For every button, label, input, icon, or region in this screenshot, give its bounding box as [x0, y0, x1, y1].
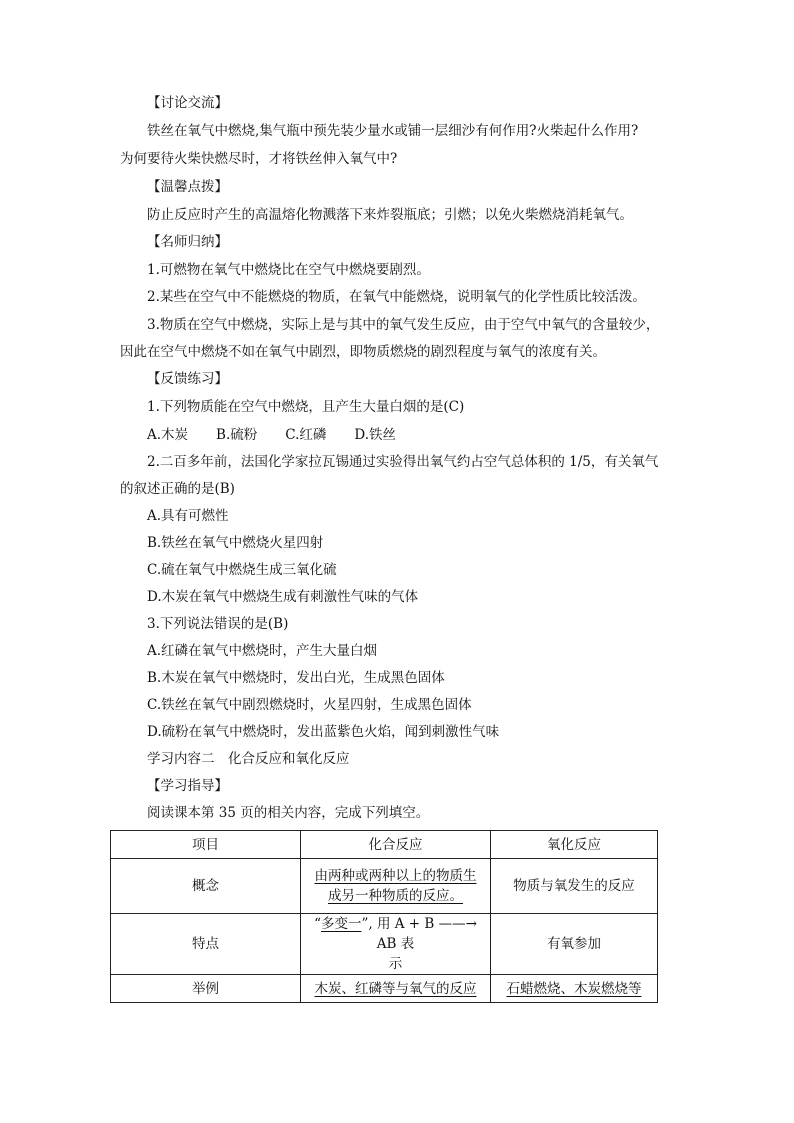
table-cell-combination: [301, 859, 491, 914]
summary-point-3-line1: 3.物质在空气中燃烧，实际上是与其中的氧气发生反应，由于空气中氧气的含量较少，: [147, 317, 660, 333]
question-1-stem: 1.下列物质能在空气中燃烧，且产生大量白烟的是(C): [147, 399, 465, 415]
summary-point-2: 2.某些在空气中不能燃烧的物质，在氧气中能燃烧，说明氧气的化学性质比较活泼。: [147, 289, 646, 305]
study-guide-heading: 【学习指导】: [147, 778, 228, 794]
table-header-combination: 化合反应: [301, 831, 491, 859]
question-3-stem: 3.下列说法错误的是(B): [147, 616, 289, 632]
table-header-oxidation: 氧化反应: [491, 831, 658, 859]
reaction-comparison-table: [110, 830, 658, 1003]
combination-feature-formula: ”, 用 A + B ——→ AB 表: [361, 916, 477, 952]
combination-concept-line1: 由两种或两种以上的物质生: [314, 868, 477, 884]
question-3-option-a: A.红磷在氧气中燃烧时，产生大量白烟: [147, 643, 378, 659]
combination-example: 木炭、红磷等与氧气的反应: [314, 980, 477, 997]
question-2-option-b: B.铁丝在氧气中燃烧火星四射: [147, 535, 324, 551]
question-1-options: [147, 425, 396, 445]
discussion-heading: 【讨论交流】: [147, 95, 228, 111]
combination-feature-line2: 示: [388, 956, 403, 972]
question-2-stem-line1: 2.二百多年前，法国化学家拉瓦锡通过实验得出氧气约占空气总体积的 1/5，有关氧气: [147, 454, 659, 470]
tip-heading: 【温馨点拨】: [147, 179, 228, 195]
combination-feature-line1: [307, 914, 484, 954]
question-1-option-c: C.红磷: [285, 427, 327, 443]
question-3-option-c: C.铁丝在氧气中剧烈燃烧时，火星四射，生成黑色固体: [147, 697, 472, 713]
table-cell-label: 概念: [111, 859, 301, 914]
summary-heading: 【名师归纳】: [147, 234, 228, 250]
table-cell-label: 举例: [111, 975, 301, 1003]
question-3-option-b: B.木炭在氧气中燃烧时，发出白光，生成黑色固体: [147, 670, 445, 686]
combination-feature-keyword: 多变一: [320, 916, 362, 932]
table-cell-combination: [301, 914, 491, 975]
section-2-title: 学习内容二 化合反应和氧化反应: [147, 751, 350, 767]
table-header-item: 项目: [111, 831, 301, 859]
table-header-row: [111, 831, 658, 859]
table-cell-oxidation: [491, 975, 658, 1003]
quote-open: “: [314, 916, 321, 932]
table-cell-oxidation: 物质与氧发生的反应: [491, 859, 658, 914]
tip-text: 防止反应时产生的高温熔化物溅落下来炸裂瓶底；引燃；以免火柴燃烧消耗氧气。: [147, 207, 633, 223]
summary-point-1: 1.可燃物在氧气中燃烧比在空气中燃烧要剧烈。: [147, 262, 430, 278]
question-2-stem-line2: 的叙述正确的是(B): [120, 481, 235, 497]
question-2-option-d: D.木炭在氧气中燃烧生成有刺激性气味的气体: [147, 589, 419, 605]
table-row-concept: [111, 859, 658, 914]
table-row-feature: [111, 914, 658, 975]
question-1-option-d: D.铁丝: [354, 427, 397, 443]
oxidation-example: 石蜡燃烧、木炭燃烧等: [506, 980, 642, 997]
practice-heading: 【反馈练习】: [147, 371, 228, 387]
question-2-option-a: A.具有可燃性: [147, 508, 229, 524]
table-cell-oxidation: 有氧参加: [491, 914, 658, 975]
question-1-option-b: B.硫粉: [216, 427, 258, 443]
summary-point-3-line2: 因此在空气中燃烧不如在氧气中剧烈，即物质燃烧的剧烈程度与氧气的浓度有关。: [120, 344, 606, 360]
table-cell-label: 特点: [111, 914, 301, 975]
table-cell-combination: [301, 975, 491, 1003]
combination-concept-line2: 成另一种物质的反应。: [328, 888, 463, 904]
table-row-example: [111, 975, 658, 1003]
study-guide-instruction: 阅读课本第 35 页的相关内容，完成下列填空。: [147, 805, 430, 821]
discussion-question-line1: 铁丝在氧气中燃烧,集气瓶中预先装少量水或铺一层细沙有何作用?火柴起什么作用?: [147, 123, 639, 139]
discussion-question-line2: 为何要待火柴快燃尽时，才将铁丝伸入氧气中?: [120, 151, 398, 167]
question-1-option-a: A.木炭: [147, 427, 189, 443]
question-3-option-d: D.硫粉在氧气中燃烧时，发出蓝紫色火焰，闻到刺激性气味: [147, 724, 500, 740]
question-2-option-c: C.硫在氧气中燃烧生成三氧化硫: [147, 562, 337, 578]
